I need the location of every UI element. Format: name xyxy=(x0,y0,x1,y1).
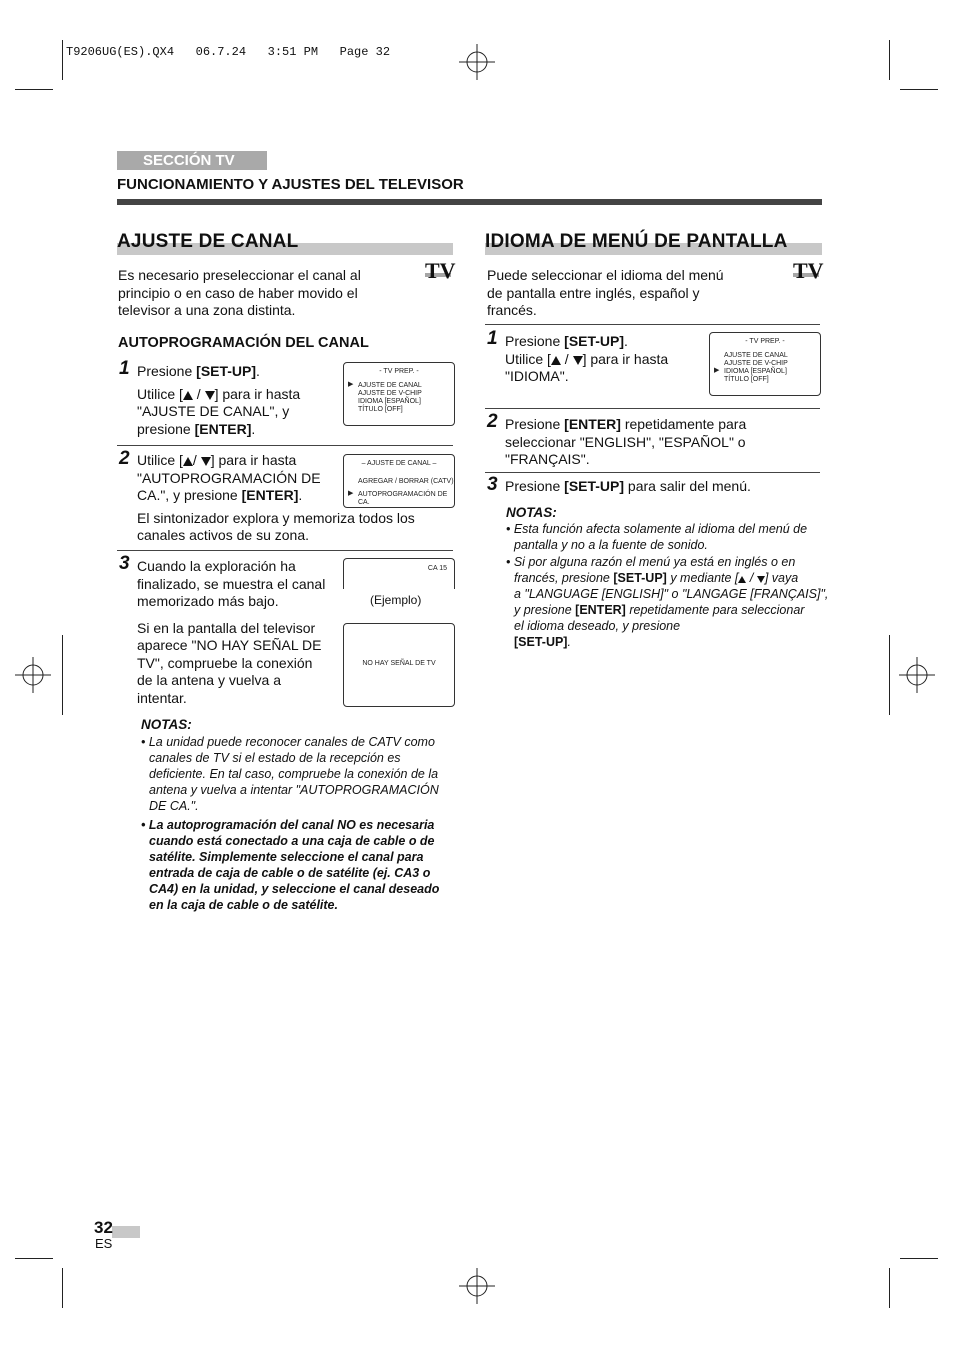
down-arrow-icon xyxy=(201,457,211,466)
section-subtitle: FUNCIONAMIENTO Y AJUSTES DEL TELEVISOR xyxy=(117,176,464,193)
crop-mark xyxy=(889,635,890,715)
right-intro: Puede seleccionar el idioma del menú de pantalla entre inglés, español y francés. xyxy=(487,267,724,318)
left-step1-text: Presione [SET-UP]. Utilice [ / ] para ir hasta "AJUSTE DE CANAL", y presione [ENTER]. xyxy=(137,363,301,437)
notes-title: NOTAS: xyxy=(506,505,557,520)
step-divider xyxy=(485,324,820,325)
crop-mark xyxy=(62,40,63,80)
right-note-1: • Esta función afecta solamente al idioma del menú de pantalla y no a la fuente de sonido. xyxy=(506,522,808,552)
registration-mark-icon xyxy=(899,657,935,693)
left-title: AJUSTE DE CANAL xyxy=(117,231,299,252)
svg-text:TV: TV xyxy=(793,258,824,283)
down-arrow-icon xyxy=(757,576,765,583)
cursor-icon: ▶ xyxy=(348,381,354,388)
page-language: ES xyxy=(95,1236,113,1251)
left-step2-text: Utilice [ / ] para ir hasta "AUTOPROGRAMACIÓN DE CA.", y presione [ENTER]. El sintonizador explora y memoriza todos los canales activos de su zona. xyxy=(137,452,415,543)
left-intro: Es necesario preseleccionar el canal al principio o en caso de haber movido el televisor a una zona distinta. xyxy=(118,267,361,318)
notes-title: NOTAS: xyxy=(141,717,192,732)
channel-display-screen: CA 15 xyxy=(343,558,455,589)
tv-prep-screen: - TV PREP. - AJUSTE DE CANAL AJUSTE DE V-CHIP IDIOMA [ESPAÑOL] TÍTULO [OFF] ▶ xyxy=(709,332,821,396)
cursor-icon: ▶ xyxy=(348,490,354,497)
step-number: 3 xyxy=(487,474,498,495)
step-number: 2 xyxy=(487,411,498,432)
header-rule xyxy=(117,199,822,205)
right-step3-text: Presione [SET-UP] para salir del menú. xyxy=(505,478,751,494)
crop-mark xyxy=(900,89,938,90)
right-note-2: • Si por alguna razón el menú ya está en inglés o en francés, presione [SET-UP] y mediante [ / ] vaya a "LANGUAGE [ENGLISH]" o "LANGAGE [FRANÇAIS]", y presione [ENTER] repetidamente para seleccionar el idioma deseado, y presione [SET-UP]. xyxy=(506,555,829,649)
step-divider xyxy=(117,445,453,446)
page-number-bar xyxy=(112,1226,140,1238)
crop-mark xyxy=(889,40,890,80)
example-caption: (Ejemplo) xyxy=(370,593,422,607)
right-step2-text: Presione [ENTER] repetidamente para seleccionar "ENGLISH", "ESPAÑOL" o "FRANÇAIS". xyxy=(505,416,747,467)
down-arrow-icon xyxy=(573,356,583,365)
tv-prep-screen: - TV PREP. - ▶ AJUSTE DE CANAL AJUSTE DE V-CHIP IDIOMA [ESPAÑOL] TÍTULO [OFF] xyxy=(343,362,455,426)
no-signal-screen: NO HAY SEÑAL DE TV xyxy=(343,623,455,707)
right-step1-text: Presione [SET-UP]. Utilice [ / ] para ir hasta "IDIOMA". xyxy=(505,333,669,384)
right-title: IDIOMA DE MENÚ DE PANTALLA xyxy=(485,231,788,252)
crop-mark xyxy=(15,89,53,90)
ajuste-de-canal-screen: – AJUSTE DE CANAL – AGREGAR / BORRAR (CATV) ▶ AUTOPROGRAMACIÓN DE CA. xyxy=(343,454,455,508)
step-number: 1 xyxy=(119,358,130,379)
up-arrow-icon xyxy=(183,457,193,466)
up-arrow-icon xyxy=(183,391,193,400)
tv-logo-icon xyxy=(424,258,456,283)
crop-mark xyxy=(15,1258,53,1259)
up-arrow-icon xyxy=(738,576,746,583)
left-note-1: • La unidad puede reconocer canales de CATV como canales de TV si el estado de la recepción es deficiente. En tal caso, compruebe la conexión de la antena y vuelva a intentar "AUTOPROGRAMACIÓN DE CA.". xyxy=(141,735,439,813)
step-divider xyxy=(485,408,820,409)
left-subhead: AUTOPROGRAMACIÓN DEL CANAL xyxy=(118,335,369,351)
down-arrow-icon xyxy=(205,391,215,400)
svg-text:TV: TV xyxy=(425,258,456,283)
left-note-2: • La autoprogramación del canal NO es necesaria cuando está conectado a una caja de cable o de satélite. Simplemente seleccione el canal para entrada de caja de cable o de satélite (ej. CA3 o CA4) en la unidad, y seleccione el canal deseado en la caja de cable o de satélite. xyxy=(141,818,440,912)
crop-mark xyxy=(62,635,63,715)
tv-logo-icon xyxy=(792,258,824,283)
step-number: 2 xyxy=(119,448,130,469)
crop-mark xyxy=(62,1268,63,1308)
page-number: 32 xyxy=(94,1218,113,1237)
print-slug: T9206UG(ES).QX4 06.7.24 3:51 PM Page 32 xyxy=(66,45,391,59)
section-tab: SECCIÓN TV xyxy=(117,151,267,170)
step-divider xyxy=(117,550,453,551)
step-number: 3 xyxy=(119,553,130,574)
cursor-icon: ▶ xyxy=(714,367,720,374)
step-number: 1 xyxy=(487,328,498,349)
left-step3-text: Cuando la exploración ha finalizado, se muestra el canal memorizado más bajo. Si en la pantalla del televisor aparece "NO HAY SEÑAL DE TV", compruebe la conexión de la antena y vuelva a intentar. xyxy=(137,558,326,706)
crop-mark xyxy=(889,1268,890,1308)
up-arrow-icon xyxy=(551,356,561,365)
registration-mark-icon xyxy=(15,657,51,693)
registration-mark-icon xyxy=(459,1268,495,1304)
step-divider xyxy=(485,472,820,473)
registration-mark-icon xyxy=(459,44,495,80)
crop-mark xyxy=(900,1258,938,1259)
